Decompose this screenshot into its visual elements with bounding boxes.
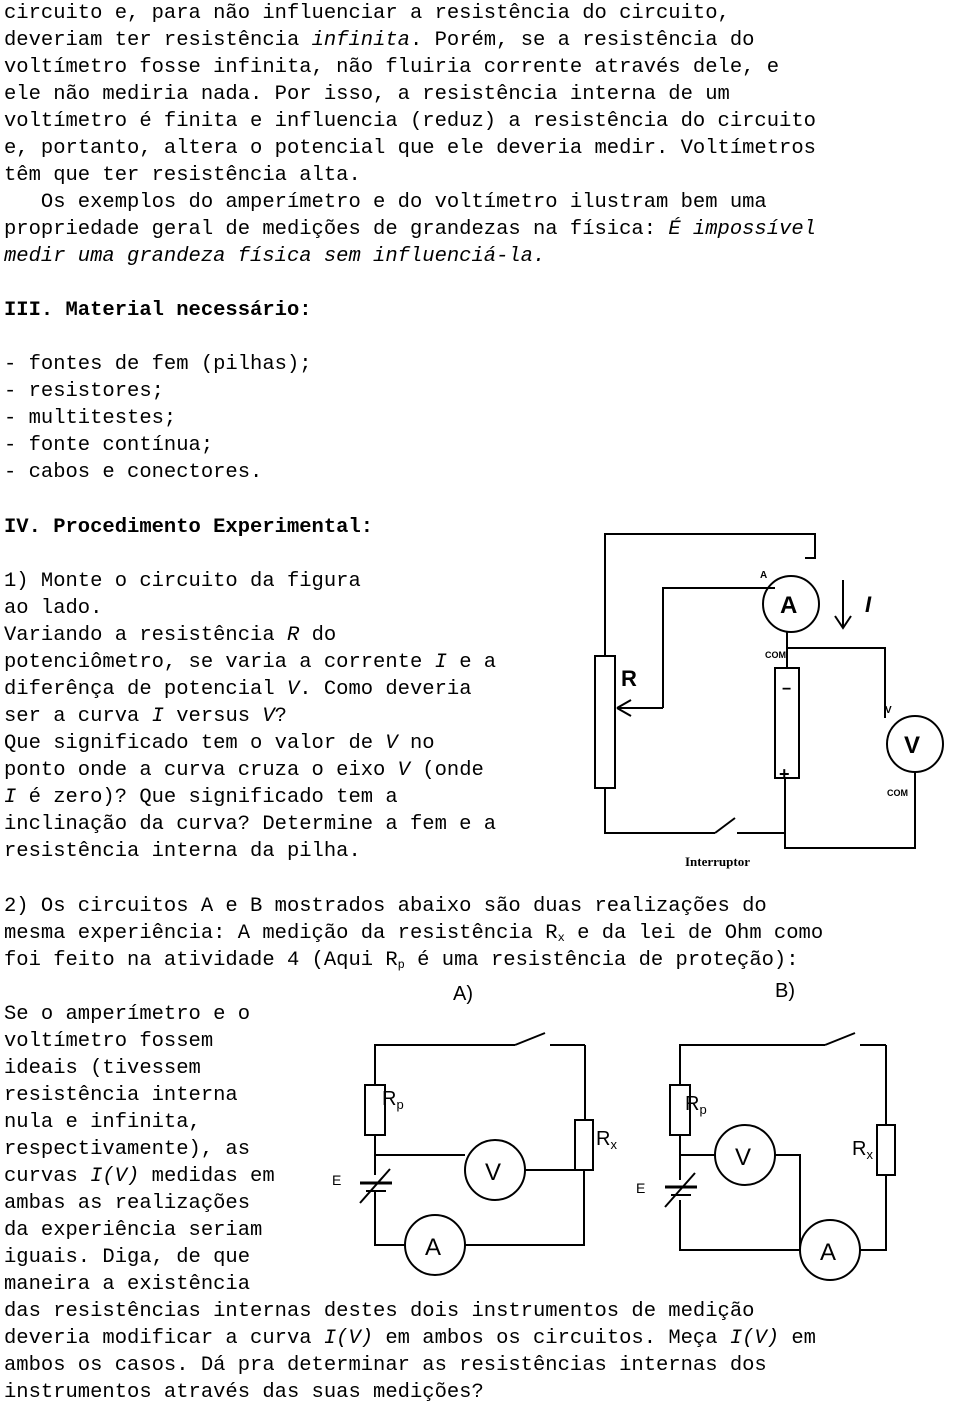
label-com-1: COM	[765, 650, 786, 660]
text-line: ambas as realizações	[4, 1192, 251, 1215]
label-I: I	[865, 592, 872, 617]
text-line: propriedade geral de medições de grandezas na física: É impossível	[4, 218, 816, 241]
section-heading-procedure: IV. Procedimento Experimental:	[4, 516, 374, 539]
circuit-figure-potentiometer	[585, 528, 957, 876]
label-B-Rp: $R_p$	[685, 1093, 707, 1117]
label-V: V	[904, 732, 921, 759]
section-heading-material: III. Material necessário:	[4, 299, 312, 322]
text-line: circuito e, para não influenciar a resistência do circuito,	[4, 2, 730, 25]
label-A-small: A	[760, 570, 768, 581]
text-line: voltímetro fossem	[4, 1030, 214, 1053]
circuit-figure-A-B	[320, 975, 960, 1285]
text-line: potenciômetro, se varia a corrente I e a	[4, 651, 497, 674]
label-B-ammeter: A	[820, 1239, 837, 1266]
text-line: 2) Os circuitos A e B mostrados abaixo são duas realizações do	[4, 895, 767, 918]
text-line: da experiência seriam	[4, 1219, 263, 1242]
text-line: Se o amperímetro e o	[4, 1003, 251, 1026]
label-V-small: V	[885, 705, 892, 716]
label-B-voltmeter: V	[735, 1144, 752, 1171]
potentiometer	[595, 656, 615, 788]
text-line: iguais. Diga, de que	[4, 1246, 251, 1269]
text-line: nula e infinita,	[4, 1111, 201, 1134]
text-line: Os exemplos do amperímetro e do voltímetro ilustram bem uma	[4, 191, 767, 214]
text-line: diferênça de potencial V. Como deveria	[4, 678, 472, 701]
text-line: Que significado tem o valor de V no	[4, 732, 435, 755]
label-A-ammeter: A	[425, 1234, 442, 1261]
text-line: voltímetro fosse infinita, não fluiria corrente através dele, e	[4, 56, 780, 79]
text-line: voltímetro é finita e influencia (reduz) a resistência do circuito	[4, 110, 816, 133]
label-B-E: E	[636, 1180, 646, 1196]
list-item: - resistores;	[4, 380, 164, 403]
text-line: curvas I(V) medidas em	[4, 1165, 275, 1188]
circuit-A	[360, 1033, 593, 1275]
list-item: - cabos e conectores.	[4, 461, 263, 484]
label-plus: +	[779, 764, 790, 784]
text-line: deveria modificar a curva I(V) em ambos os circuitos. Meça I(V) em	[4, 1327, 816, 1350]
label-A-E: E	[332, 1172, 342, 1188]
list-item: - multitestes;	[4, 407, 177, 430]
text-line: Variando a resistência R do	[4, 624, 337, 647]
text-line: medir uma grandeza física sem influenciá-la.	[4, 245, 546, 268]
text-line: deveriam ter resistência infinita. Porém, se a resistência do	[4, 29, 755, 52]
text-line: 1) Monte o circuito da figura	[4, 570, 361, 593]
text-line: ele não mediria nada. Por isso, a resistência interna de um	[4, 83, 730, 106]
label-A-voltmeter: V	[485, 1159, 502, 1186]
text-line: ser a curva I versus V?	[4, 705, 287, 728]
title-circuit-B: B)	[775, 980, 795, 1002]
text-line: ideais (tivessem	[4, 1057, 201, 1080]
text-line: resistência interna da pilha.	[4, 840, 361, 863]
label-B-Rx: $R_x$	[852, 1138, 873, 1162]
title-circuit-A: A)	[453, 983, 473, 1005]
label-A-Rx: $R_x$	[596, 1128, 617, 1152]
text-line: das resistências internas destes dois instrumentos de medição	[4, 1300, 755, 1323]
text-line: instrumentos através das suas medições?	[4, 1381, 484, 1404]
text-line: e, portanto, altera o potencial que ele deveria medir. Voltímetros	[4, 137, 816, 160]
text-line: inclinação da curva? Determine a fem e a	[4, 813, 497, 836]
text-line: resistência interna	[4, 1084, 238, 1107]
label-R: R	[621, 666, 637, 691]
label-interruptor: Interruptor	[685, 854, 750, 869]
list-item: - fonte contínua;	[4, 434, 214, 457]
text-line: ao lado.	[4, 597, 103, 620]
text-line: I é zero)? Que significado tem a	[4, 786, 398, 809]
text-line: ponto onde a curva cruza o eixo V (onde	[4, 759, 484, 782]
label-A-Rp: $R_p$	[382, 1088, 404, 1112]
text-line: mesma experiência: A medição da resistência $R_x$ e da lei de Ohm como	[4, 922, 824, 945]
text-line: respectivamente), as	[4, 1138, 251, 1161]
text-line: têm que ter resistência alta.	[4, 164, 361, 187]
label-A: A	[780, 592, 798, 619]
list-item: - fontes de fem (pilhas);	[4, 353, 312, 376]
text-line: foi feito na atividade 4 (Aqui $R_p$ é uma resistência de proteção):	[4, 949, 799, 972]
label-minus: −	[782, 681, 792, 698]
label-com-2: COM	[887, 788, 908, 798]
text-line: ambos os casos. Dá pra determinar as resistências internas dos	[4, 1354, 767, 1377]
text-line: maneira a existência	[4, 1273, 251, 1296]
